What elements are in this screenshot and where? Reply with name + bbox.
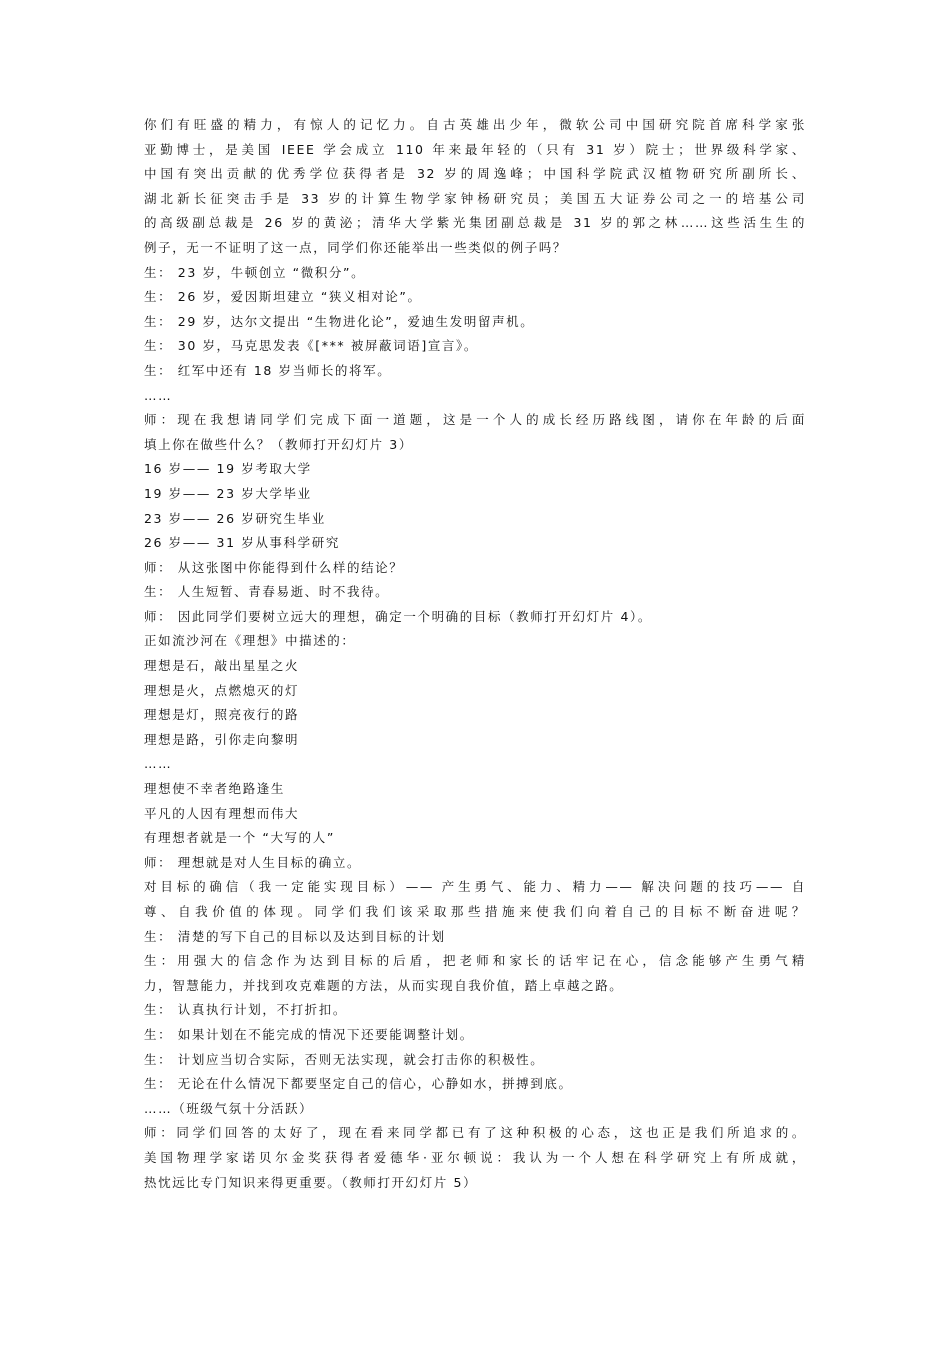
text-line: 湖北新长征突击手是 33 岁的计算生物学家钟杨研究员；美国五大证券公司之一的培基公司 [144, 190, 806, 206]
text-line: 对目标的确信（我一定能实现目标）—— 产生勇气、能力、精力—— 解决问题的技巧—— 自 [144, 879, 806, 895]
text-line: 理想是路，引你走向黎明 [144, 731, 300, 747]
text-line: …… [144, 756, 173, 772]
text-line: 生： 如果计划在不能完成的情况下还要能调整计划。 [144, 1026, 474, 1042]
text-line: 生： 人生短暂、青春易逝、时不我待。 [144, 584, 390, 600]
text-line: 26 岁—— 31 岁从事科学研究 [144, 535, 340, 551]
text-line: 师： 因此同学们要树立远大的理想，确定一个明确的目标（教师打开幻灯片 4）。 [144, 608, 652, 624]
text-line: 理想是石，敲出星星之火 [144, 658, 300, 674]
text-line: 理想是灯，照亮夜行的路 [144, 707, 300, 723]
text-line: 中国有突出贡献的优秀学位获得者是 32 岁的周逸峰；中国科学院武汉植物研究所副所长、 [144, 166, 806, 182]
text-line: 的高级副总裁是 26 岁的黄泌；清华大学紫光集团副总裁是 31 岁的郭之林……这些活生生的 [144, 215, 806, 231]
text-line: 力，智慧能力，并找到攻克难题的方法，从而实现自我价值，踏上卓越之路。 [144, 977, 624, 993]
text-line: 填上你在做些什么？（教师打开幻灯片 3） [144, 436, 413, 452]
text-line: 生： 计划应当切合实际，否则无法实现，就会打击你的积极性。 [144, 1051, 545, 1067]
text-line: 热忱远比专门知识来得更重要。（教师打开幻灯片 5） [144, 1174, 478, 1190]
text-line: 19 岁—— 23 岁大学毕业 [144, 485, 312, 501]
text-line: 理想使不幸者绝路逢生 [144, 781, 286, 797]
text-line: 例子，无一不证明了这一点，同学们你还能举出一些类似的例子吗？ [144, 239, 568, 255]
text-line: 师： 理想就是对人生目标的确立。 [144, 854, 362, 870]
text-line: 正如流沙河在《理想》中描述的： [144, 633, 356, 649]
text-line: 生： 23 岁，牛顿创立 “微积分”。 [144, 264, 366, 280]
text-line: 有理想者就是一个 “大写的人” [144, 830, 335, 846]
text-line: 23 岁—— 26 岁研究生毕业 [144, 510, 326, 526]
text-line: 师：同学们回答的太好了，现在看来同学都已有了这种积极的心态，这也正是我们所追求的。 [144, 1125, 806, 1141]
text-line: 生： 清楚的写下自己的目标以及达到目标的计划 [144, 928, 446, 944]
text-line: 美国物理学家诺贝尔金奖获得者爱德华·亚尔顿说：我认为一个人想在科学研究上有所成就， [144, 1149, 806, 1165]
text-line: 生： 无论在什么情况下都要坚定自己的信心，心静如水，拼搏到底。 [144, 1076, 573, 1092]
text-line: 师： 从这张图中你能得到什么样的结论？ [144, 559, 404, 575]
text-line: 16 岁—— 19 岁考取大学 [144, 461, 312, 477]
text-line: 生：用强大的信念作为达到目标的后盾，把老师和家长的话牢记在心，信念能够产生勇气精 [144, 953, 806, 969]
text-line: 亚勤博士，是美国 IEEE 学会成立 110 年来最年轻的（只有 31 岁）院士；世界级科学家、 [144, 141, 806, 157]
text-line: 尊、自我价值的体现。同学们我们该采取那些措施来使我们向着自己的目标不断奋进呢？ [144, 904, 806, 919]
document-page [144, 113, 806, 1195]
text-line: 生： 红军中还有 18 岁当师长的将军。 [144, 362, 392, 378]
text-line: 平凡的人因有理想而伟大 [144, 805, 300, 821]
text-line: ……（班级气氛十分活跃） [144, 1100, 314, 1116]
text-line: 生： 30 岁，马克思发表《[*** 被屏蔽词语]宣言》。 [144, 338, 478, 354]
text-line: 生： 认真执行计划，不打折扣。 [144, 1002, 347, 1018]
text-line: 理想是火，点燃熄灭的灯 [144, 682, 300, 698]
text-line: 师：现在我想请同学们完成下面一道题，这是一个人的成长经历路线图，请你在年龄的后面 [144, 412, 806, 428]
text-line: 生： 29 岁，达尔文提出 “生物进化论”，爱迪生发明留声机。 [144, 313, 535, 329]
text-line: 你们有旺盛的精力，有惊人的记忆力。自古英雄出少年，微软公司中国研究院首席科学家张 [144, 117, 806, 132]
text-line: …… [144, 387, 173, 403]
text-line: 生： 26 岁，爱因斯坦建立 “狭义相对论”。 [144, 289, 422, 305]
